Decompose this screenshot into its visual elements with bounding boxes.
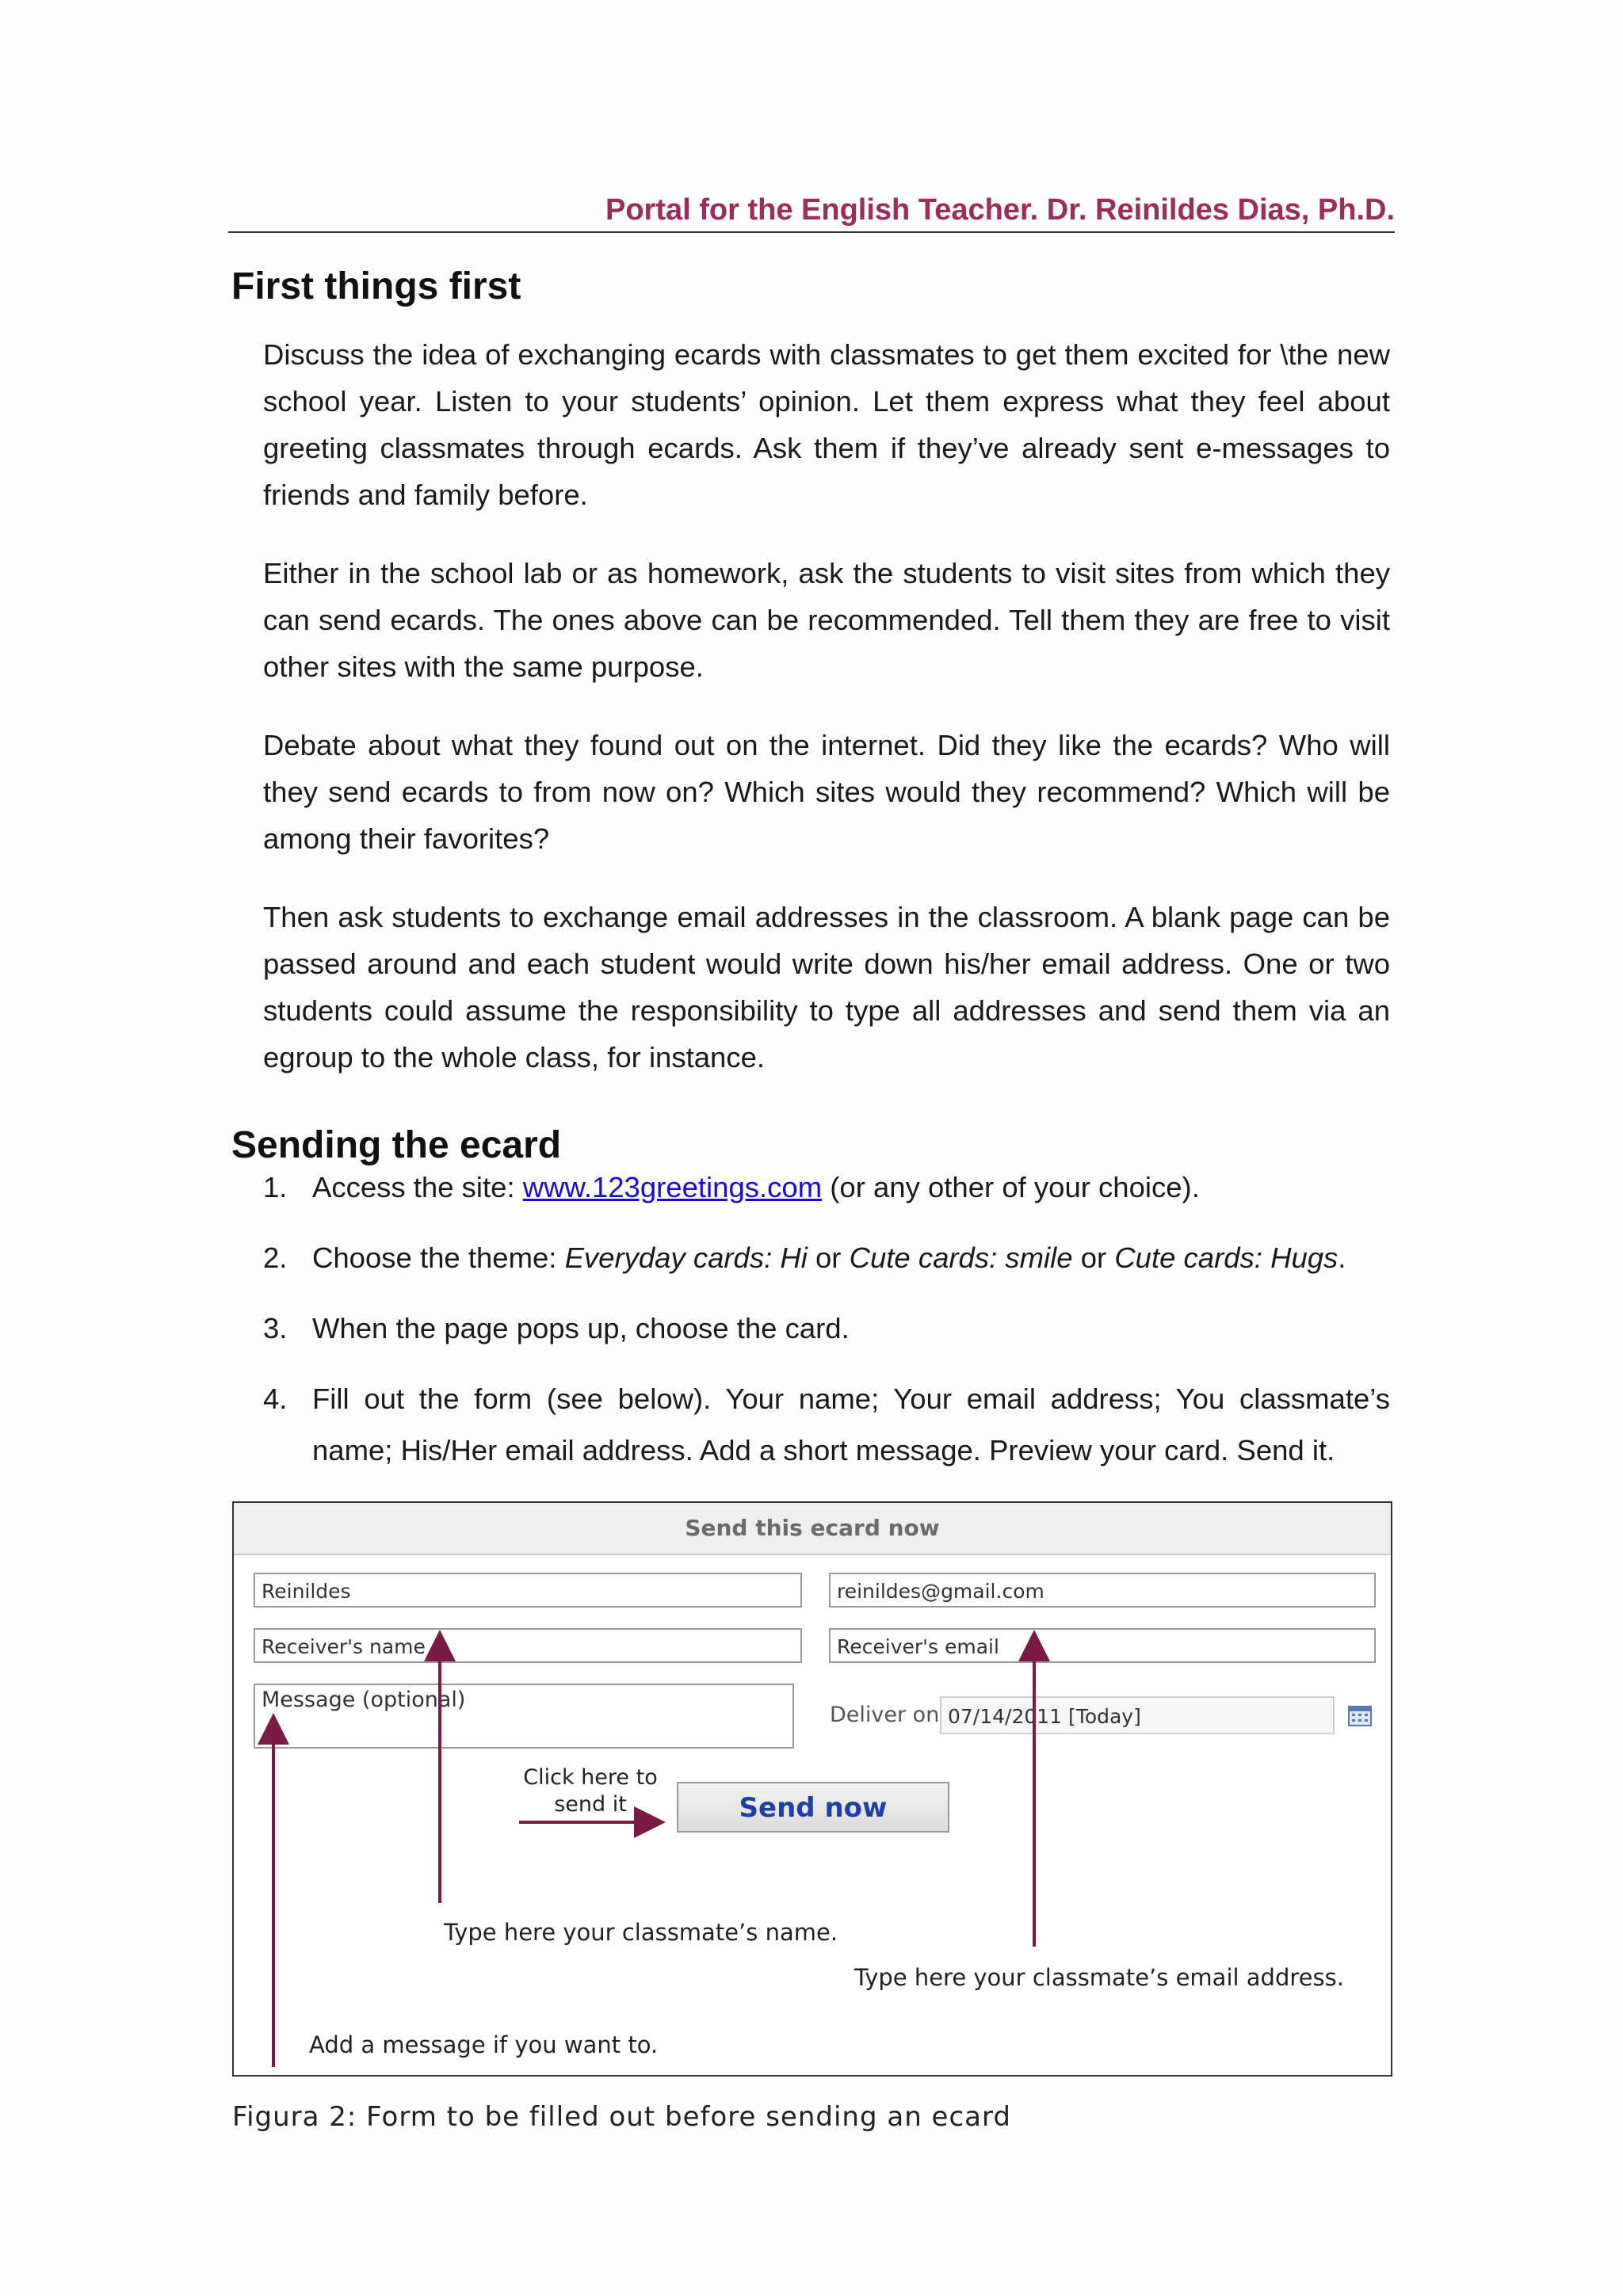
receiver-email-input[interactable]: Receiver's email: [829, 1628, 1376, 1663]
note-message: Add a message if you want to.: [309, 2031, 659, 2058]
message-textarea[interactable]: Message (optional): [254, 1684, 794, 1749]
section-heading-first-things: First things first: [231, 265, 521, 307]
sender-name-input[interactable]: Reinildes: [254, 1573, 802, 1608]
step-number: 2.: [263, 1241, 288, 1274]
step-text: Access the site: www.123greetings.com (or any other of your choice).: [312, 1171, 1200, 1203]
note-classmate-email: Type here your classmate’s email address.: [854, 1964, 1344, 1991]
step-number: 4.: [263, 1383, 288, 1415]
send-now-button[interactable]: Send now: [677, 1782, 949, 1833]
deliver-date-input[interactable]: 07/14/2011 [Today]: [940, 1696, 1335, 1734]
form-title: Send this ecard now: [234, 1503, 1391, 1555]
step-text: Fill out the form (see below). Your name; Your email address; You classmate’s name; His/Her email address. Add a short message. Preview your card. Send it.: [312, 1383, 1390, 1466]
paragraph-1: Discuss the idea of exchanging ecards with classmates to get them excited for \the new school year. Listen to your students’ opinion. Let them express what they feel about greeting classmates through ecards. Ask them if they’ve already sent e-messages to friends and family before.: [263, 338, 1390, 511]
form-figure: [232, 1501, 1392, 2077]
paragraph-4: Then ask students to exchange email addresses in the classroom. A blank page can be passed around and each student would write down his/her email address. One or two students could assume the responsibility to type all addresses and send them via an egroup to the whole class, for instance.: [263, 901, 1390, 1074]
step-number: 1.: [263, 1171, 288, 1203]
site-link[interactable]: www.123greetings.com: [522, 1171, 823, 1203]
step-number: 3.: [263, 1312, 288, 1344]
paragraph-3: Debate about what they found out on the internet. Did they like the ecards? Who will they send ecards to from now on? Which sites would they recommend? Which will be among their favorites?: [263, 729, 1390, 855]
paragraph-2: Either in the school lab or as homework, ask the students to visit sites from which they can send ecards. The ones above can be recommended. Tell them they are free to visit other sites with the same purpose.: [263, 557, 1390, 683]
section-heading-sending: Sending the ecard: [231, 1124, 562, 1166]
note-classmate-name: Type here your classmate’s name.: [444, 1919, 838, 1946]
header-rule: [228, 231, 1395, 233]
figure-caption: Figura 2: Form to be filled out before sending an ecard: [232, 2101, 1011, 2133]
step-text: Choose the theme: Everyday cards: Hi or Cute cards: smile or Cute cards: Hugs.: [312, 1241, 1346, 1274]
receiver-name-input[interactable]: Receiver's name: [254, 1628, 802, 1663]
step-text: When the page pops up, choose the card.: [312, 1312, 850, 1344]
sender-email-input[interactable]: reinildes@gmail.com: [829, 1573, 1376, 1608]
deliver-label: Deliver on: [830, 1703, 940, 1727]
click-here-note: Click here to send it: [523, 1765, 658, 1817]
page-header: Portal for the English Teacher. Dr. Reinildes Dias, Ph.D.: [605, 193, 1395, 227]
